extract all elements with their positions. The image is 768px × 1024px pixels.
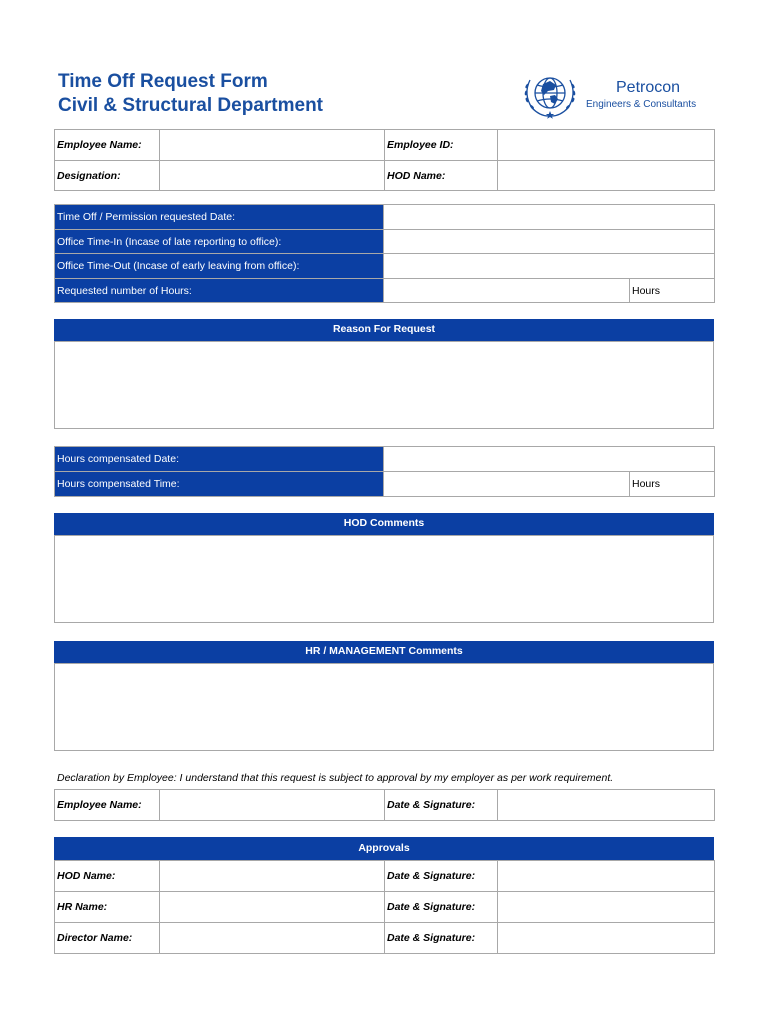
employee-name-label: Employee Name:	[55, 130, 160, 161]
declaration-employee-label: Employee Name:	[55, 790, 160, 821]
designation-field[interactable]	[160, 161, 385, 191]
compensated-time-label: Hours compensated Time:	[55, 472, 384, 497]
approval-director-label: Director Name:	[55, 923, 160, 954]
employee-id-label: Employee ID:	[385, 130, 498, 161]
logo-company-name: Petrocon	[616, 79, 681, 96]
compensation-table	[54, 446, 715, 497]
approvals-table	[54, 860, 715, 954]
logo-company-subtitle: Engineers & Consultants	[586, 99, 697, 110]
declaration-sign-label: Date & Signature:	[385, 790, 498, 821]
approval-director-field[interactable]	[160, 923, 385, 954]
time-in-label: Office Time-In (Incase of late reporting to office):	[55, 230, 384, 254]
globe-laurel-icon	[518, 70, 582, 122]
time-out-label: Office Time-Out (Incase of early leaving from office):	[55, 254, 384, 279]
form-title	[58, 70, 323, 118]
approval-director-sign-field[interactable]	[498, 923, 715, 954]
form-title-line2: Civil & Structural Department	[58, 95, 323, 116]
hr-comments-header: HR / MANAGEMENT Comments	[54, 641, 714, 663]
approval-hod-field[interactable]	[160, 861, 385, 892]
declaration-table	[54, 789, 715, 821]
declaration-employee-field[interactable]	[160, 790, 385, 821]
time-in-field[interactable]	[384, 230, 715, 254]
employee-info-table	[54, 129, 715, 191]
time-out-field[interactable]	[384, 254, 715, 279]
employee-id-field[interactable]	[498, 130, 715, 161]
requested-hours-unit: Hours	[630, 279, 715, 303]
approval-hod-sign-label: Date & Signature:	[385, 861, 498, 892]
approval-hr-label: HR Name:	[55, 892, 160, 923]
compensated-date-label: Hours compensated Date:	[55, 447, 384, 472]
requested-date-field[interactable]	[384, 205, 715, 230]
hod-name-field[interactable]	[498, 161, 715, 191]
compensated-date-field[interactable]	[384, 447, 715, 472]
hod-comments-header: HOD Comments	[54, 513, 714, 535]
requested-hours-label: Requested number of Hours:	[55, 279, 384, 303]
declaration-text: Declaration by Employee: I understand that this request is subject to approval by my employer as per work requirement.	[57, 772, 614, 784]
approval-hr-field[interactable]	[160, 892, 385, 923]
company-logo	[518, 70, 718, 122]
declaration-sign-field[interactable]	[498, 790, 715, 821]
requested-date-label: Time Off / Permission requested Date:	[55, 205, 384, 230]
designation-label: Designation:	[55, 161, 160, 191]
time-off-request-table	[54, 204, 715, 303]
approval-hod-sign-field[interactable]	[498, 861, 715, 892]
approval-director-sign-label: Date & Signature:	[385, 923, 498, 954]
approval-hr-sign-label: Date & Signature:	[385, 892, 498, 923]
approval-hr-sign-field[interactable]	[498, 892, 715, 923]
compensated-time-field[interactable]	[384, 472, 630, 497]
compensated-hours-unit: Hours	[630, 472, 715, 497]
hod-comments-textarea[interactable]	[54, 535, 714, 623]
reason-textarea[interactable]	[54, 341, 714, 429]
reason-header: Reason For Request	[54, 319, 714, 341]
approval-hod-label: HOD Name:	[55, 861, 160, 892]
hod-name-label: HOD Name:	[385, 161, 498, 191]
requested-hours-field[interactable]	[384, 279, 630, 303]
form-title-line1: Time Off Request Form	[58, 71, 268, 92]
approvals-header: Approvals	[54, 837, 714, 860]
employee-name-field[interactable]	[160, 130, 385, 161]
hr-comments-textarea[interactable]	[54, 663, 714, 751]
